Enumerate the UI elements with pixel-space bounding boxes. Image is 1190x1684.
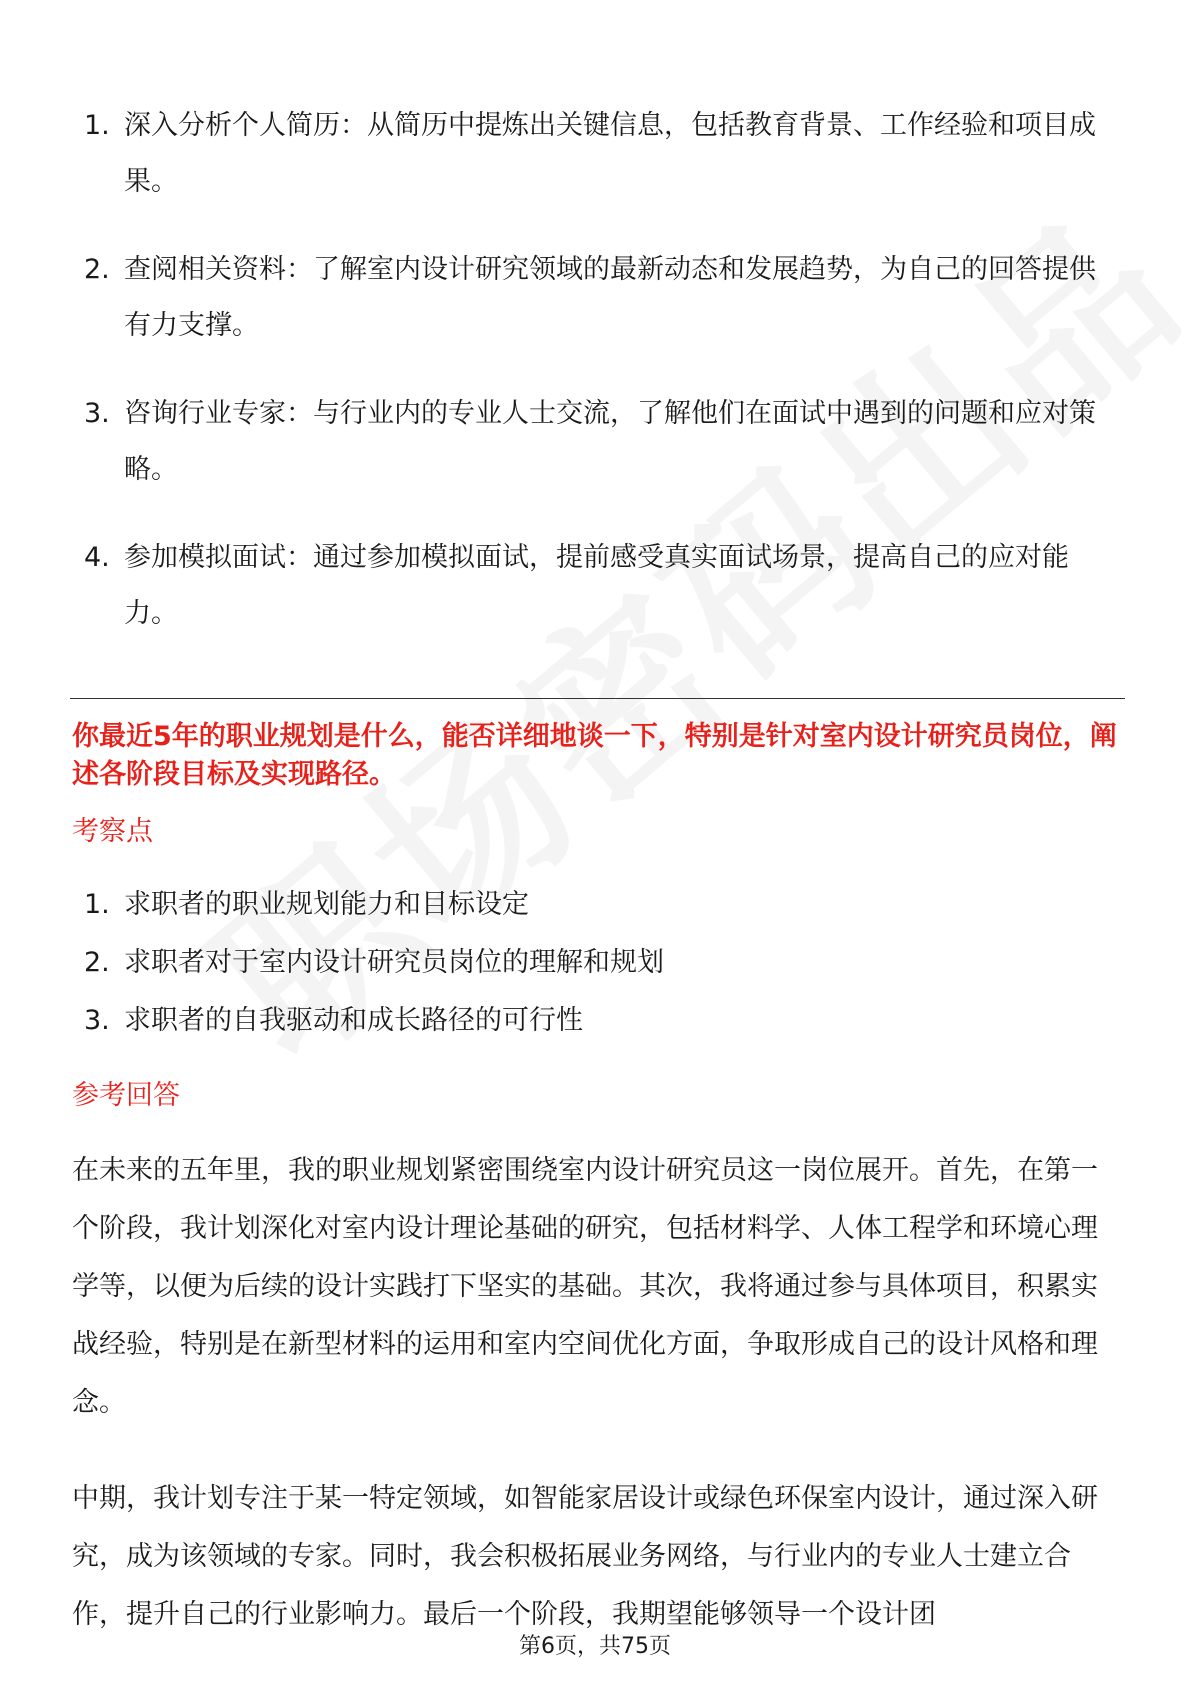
section-divider — [70, 698, 1125, 699]
list-item — [72, 386, 1122, 498]
list-item-text: 求职者的职业规划能力和目标设定 — [124, 889, 529, 920]
list-item — [72, 934, 1122, 992]
list-item-text: 咨询行业专家：与行业内的专业人士交流，了解他们在面试中遇到的问题和应对策略。 — [124, 398, 1096, 485]
list-item — [72, 992, 1122, 1050]
list-item-number: 1. — [84, 110, 110, 141]
list-item-number: 4. — [84, 542, 110, 573]
list-item — [72, 242, 1122, 354]
list-item-text: 参加模拟面试：通过参加模拟面试，提前感受真实面试场景，提高自己的应对能力。 — [124, 542, 1069, 629]
reference-answer-heading: 参考回答 — [72, 1080, 180, 1111]
list-item-text: 求职者的自我驱动和成长路径的可行性 — [124, 1005, 583, 1036]
list-item-text: 深入分析个人简历：从简历中提炼出关键信息，包括教育背景、工作经验和项目成果。 — [124, 110, 1096, 197]
list-item-number: 2. — [84, 254, 110, 285]
list-item — [72, 530, 1122, 642]
list-item-number: 2. — [84, 947, 110, 978]
list-item-number: 1. — [84, 889, 110, 920]
answer-paragraph: 中期，我计划专注于某一特定领域，如智能家居设计或绿色环保室内设计，通过深入研究，成为该领域的专家。同时，我会积极拓展业务网络，与行业内的专业人士建立合作，提升自己的行业影响力。最后一个阶段，我期望能够领导一个设计团 — [72, 1483, 1098, 1630]
page-number-footer: 第6页，共75页 — [519, 1634, 671, 1659]
preparation-steps-list — [72, 98, 1122, 674]
answer-paragraph: 在未来的五年里，我的职业规划紧密围绕室内设计研究员这一岗位展开。首先，在第一个阶段，我计划深化对室内设计理论基础的研究，包括材料学、人体工程学和环境心理学等，以便为后续的设计实践打下坚实的基础。其次，我将通过参与具体项目，积累实战经验，特别是在新型材料的运用和室内空间优化方面，争取形成自己的设计风格和理念。 — [72, 1155, 1098, 1418]
list-item-number: 3. — [84, 398, 110, 429]
list-item — [72, 876, 1122, 934]
list-item — [72, 98, 1122, 210]
list-item-text: 求职者对于室内设计研究员岗位的理解和规划 — [124, 947, 664, 978]
interview-question: 你最近5年的职业规划是什么，能否详细地谈一下，特别是针对室内设计研究员岗位，阐述各阶段目标及实现路径。 — [72, 721, 1117, 790]
assessment-points-list — [72, 876, 1122, 1050]
list-item-number: 3. — [84, 1005, 110, 1036]
list-item-text: 查阅相关资料：了解室内设计研究领域的最新动态和发展趋势，为自己的回答提供有力支撑。 — [124, 254, 1096, 341]
assessment-heading: 考察点 — [72, 816, 153, 847]
